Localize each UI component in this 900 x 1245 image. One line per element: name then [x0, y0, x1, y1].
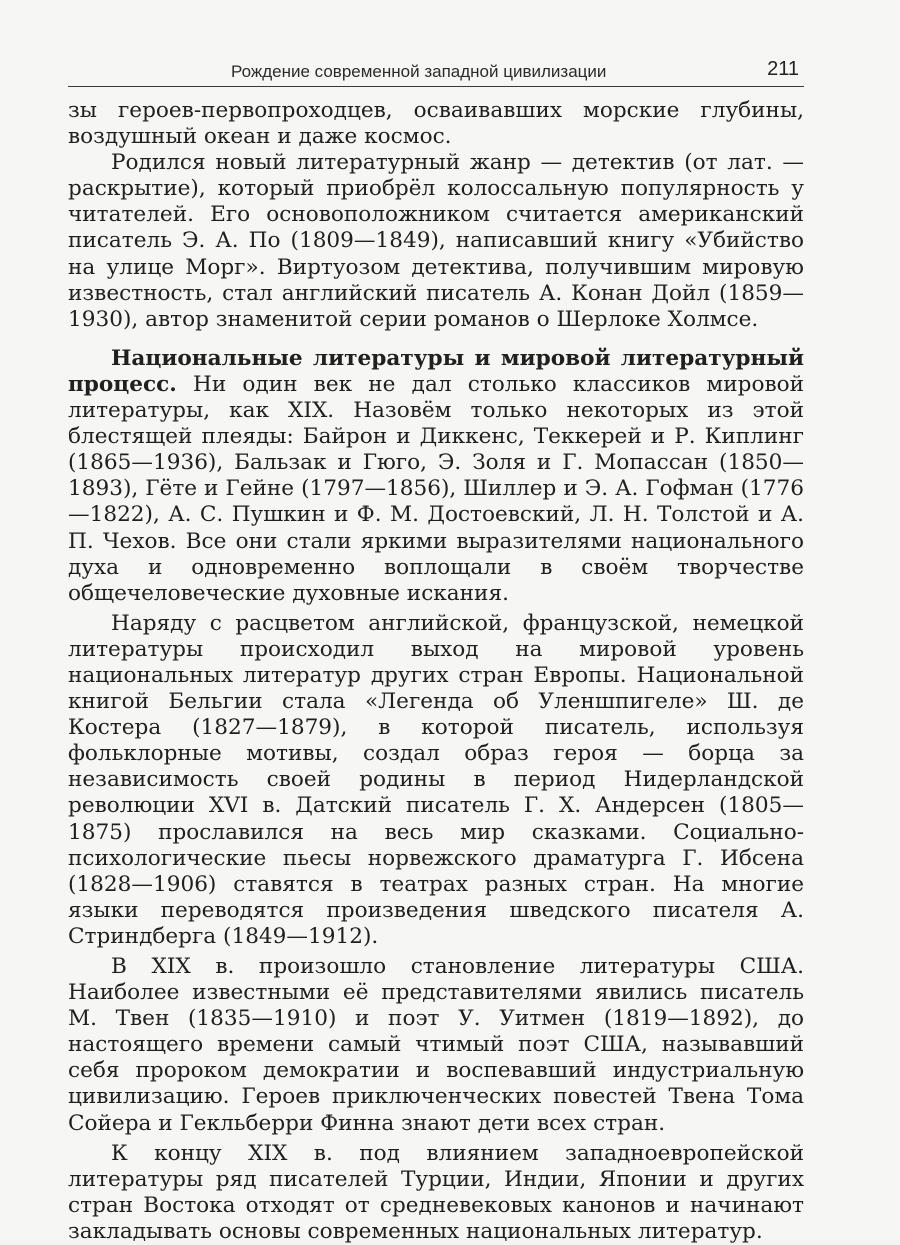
- running-title: Рождение современной западной цивилизации: [231, 62, 607, 81]
- paragraph-european-literatures: Наряду с расцветом английской, французской, немецкой литературы происходил выход на мировой уровень национальных литератур других стран Европы. Национальной книгой Бельгии стала «Легенда об Уленшпигеле» Ш. де Костера (1827—1879), в которой писатель, используя фольклорные мотивы, создал образ героя — борца за независимость своей родины в период Нидерландской революции XVI в. Датский писатель Г. Х. Андерсен (1805—1875) прославился на весь мир сказками. Социально-психологические пьесы норвежского драматурга Г. Ибсена (1828—1906) ставятся в театрах разных стран. На многие языки переводятся произведения шведского писателя А. Стриндберга (1849—1912).: [68, 610, 804, 949]
- running-header: [68, 54, 804, 87]
- paragraph-eastern-literatures: К концу XIX в. под влиянием западноевропейской литературы ряд писателей Турции, Индии, Японии и других стран Востока отходят от средневековых канонов и начинают закладывать основы современных национальных литератур.: [68, 1140, 804, 1244]
- paragraph-detective-genre: Родился новый литературный жанр — детектив (от лат. — раскрытие), который приобрёл колоссальную популярность у читателей. Его основоположником считается американский писатель Э. А. По (1809—1849), написавший книгу «Убийство на улице Морг». Виртуозом детектива, получившим мировую известность, стал английский писатель А. Конан Дойл (1859—1930), автор знаменитой серии романов о Шерлоке Холмсе.: [68, 150, 804, 332]
- paragraph-national-literatures: [68, 346, 804, 607]
- page-number: 211: [767, 58, 799, 80]
- section-heading: Национальные литературы и мировой литературный процесс.: [68, 345, 804, 397]
- page-body: [68, 98, 804, 1245]
- paragraph-continuation: зы героев-первопроходцев, осваивавших морские глубины, воздушный океан и даже космос.: [68, 98, 804, 150]
- paragraph-usa-literature: В XIX в. произошло становление литературы США. Наиболее известными её представителями явились писатель М. Твен (1835—1910) и поэт У. Уитмен (1819—1892), до настоящего времени самый чтимый поэт США, называвший себя пророком демократии и воспевавший индустриальную цивилизацию. Героев приключенческих повестей Твена Тома Сойера и Гекльберри Финна знают дети всех стран.: [68, 954, 804, 1136]
- section-heading-body: Ни один век не дал столько классиков мировой литературы, как XIX. Назовём только некоторых из этой блестящей плеяды: Байрон и Диккенс, Теккерей и Р. Киплинг (1865—1936), Бальзак и Гюго, Э. Золя и Г. Мопассан (1850—1893), Гёте и Гейне (1797—1856), Шиллер и Э. А. Гофман (1776—1822), А. С. Пушкин и Ф. М. Достоевский, Л. Н. Толстой и А. П. Чехов. Все они стали яркими выразителями национального духа и одновременно воплощали в своём творчестве общечеловеческие духовные искания.: [68, 371, 804, 606]
